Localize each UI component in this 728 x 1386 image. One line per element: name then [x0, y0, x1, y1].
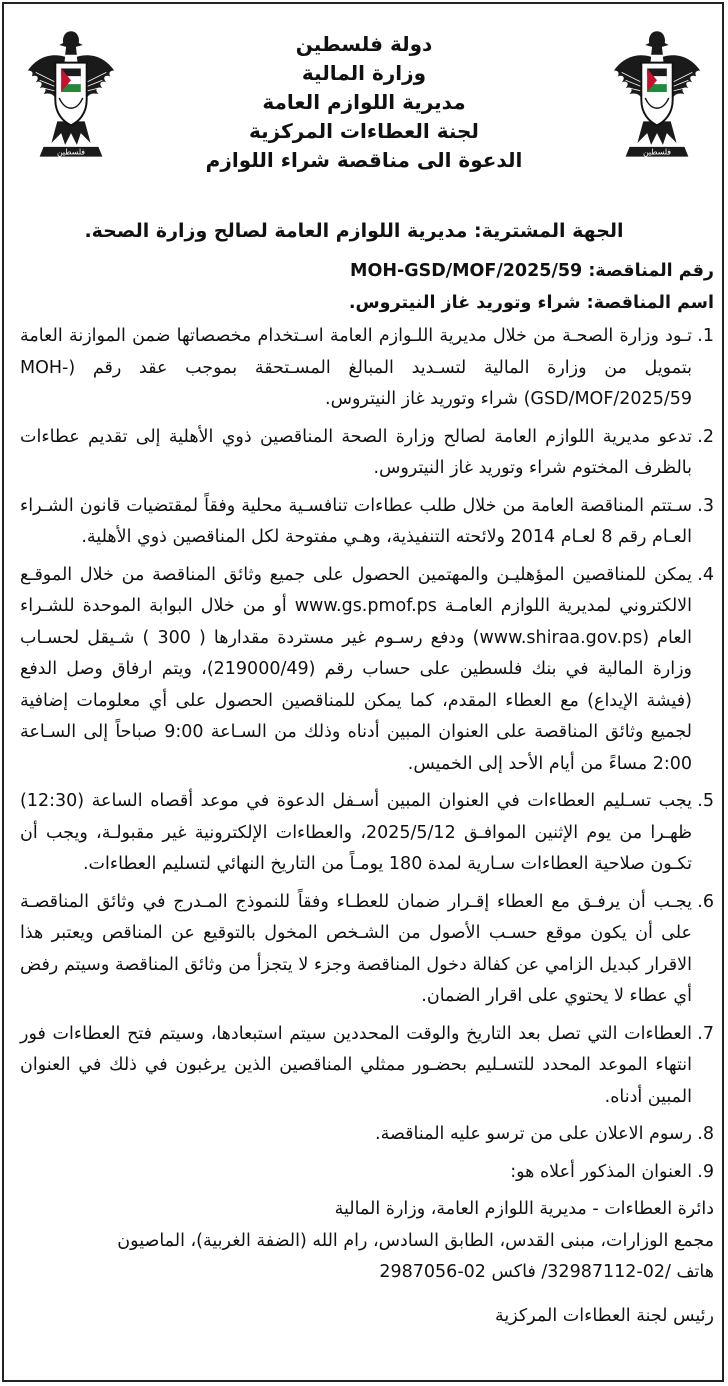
clause-item: [20, 1119, 714, 1151]
tender-name-value: شراء وتوريد غاز النيتروس.: [348, 292, 581, 313]
clause-number: 6.: [697, 891, 714, 912]
address-line: مجمع الوزارات، مبنى القدس، الطابق السادس، رام الله (الضفة الغربية)، الماصيون: [117, 1230, 714, 1251]
clause-number: 1.: [697, 326, 714, 346]
tender-name: [20, 288, 714, 320]
clause-text: رسوم الاعلان على من ترسو عليه المناقصة.: [375, 1124, 692, 1144]
clause-item: [20, 321, 714, 416]
directorate-name: مديرية اللوازم العامة: [262, 90, 466, 114]
clause-item: [20, 786, 714, 881]
notice-header: [150, 30, 578, 175]
ministry-name: وزارة المالية: [301, 61, 427, 85]
tender-number-label: رقم المناقصة:: [588, 261, 714, 281]
notice-body: [20, 256, 714, 1332]
contact-line: هاتف /02-32987112/ فاكس 02-2987056: [379, 1262, 714, 1282]
signature: رئيس لجنة العطاءات المركزية: [495, 1305, 714, 1326]
clause-item: [20, 491, 714, 554]
clause-number: 5.: [697, 791, 714, 811]
tender-name-label: اسم المناقصة:: [586, 292, 714, 313]
tender-number-value: MOH-GSD/MOF/2025/59: [350, 261, 583, 281]
clause-text: تدعو مديرية اللوازم العامة لصالح وزارة الصحة المناقصين ذوي الأهلية إلى تقديم عطاءات بالظرف المختوم شراء وتوريد غاز النيتروس.: [20, 426, 692, 478]
palestine-emblem-icon: [608, 22, 706, 162]
clause-item: [20, 1157, 714, 1189]
clause-item: [20, 422, 714, 485]
clause-text: تـود وزارة الصحـة من خلال مديرية اللـوازم العامة اسـتخدام مخصصاتها ضمن الموازنة العامة بتمويل من وزارة المالية لتسـديد المبالغ المسـتحقة بموجب عقد رقم (MOH-GSD/MOF/2025/59) شراء وتوريد غاز النيتروس.: [20, 326, 692, 409]
state-name: دولة فلسطين: [295, 32, 433, 56]
clause-number: 4.: [697, 564, 714, 585]
clause-text: يجـب أن يرفـق مع العطاء إقـرار ضمان للعطـاء وفقاً للنموذج المـدرج في وثائق المناقصـة على أن يكون موقع حسـب الأصول من الشـخص المخول بالتوقيع عن المناقص ويعتبر هذا الاقرار كبديل الزامي عن كفالة دخول المناقصة وجزء لا يتجزأ من وثائق المناقصة وسيتم رفض أي عطاء لا يحتوي على اقرار الضمان.: [20, 891, 692, 1006]
notice-title: الدعوة الى مناقصة شراء اللوازم: [205, 148, 523, 172]
emblem-scroll-text: فلسطين: [56, 147, 86, 157]
address-line: دائرة العطاءات - مديرية اللوازم العامة، وزارة المالية: [334, 1199, 714, 1219]
clause-text: العنوان المذكور أعلاه هو:: [510, 1161, 692, 1182]
clause-text: يجب تسـليم العطاءات في العنوان المبين أسـفل الدعوة في موعد أقصاه الساعة (12:30) ظهـرا من يوم الإثنين الموافـق 2025/5/12، والعطاءات الإلكترونية غير مقبولـة، ويجب أن تكـون صلاحية العطاءات سـارية لمدة 180 يومـاً من التاريخ النهائي لتسليم العطاءات.: [20, 791, 692, 874]
clause-number: 2.: [697, 426, 714, 447]
clause-number: 3.: [697, 495, 714, 516]
emblem-scroll-text: فلسطين: [642, 147, 672, 157]
clause-text: سـتتم المناقصة العامة من خلال طلب عطاءات تنافسـية محلية وفقاً لمقتضيات قانون الشـراء العـام رقم 8 لعـام 2014 ولائحته التنفيذية، وهـي مفتوحة لكل المناقصين ذوي الأهلية.: [20, 495, 692, 547]
clause-text: يمكن للمناقصين المؤهليـن والمهتمين الحصول على جميع وثائق المناقصة من خلال الموقـع الالكتروني لمديرية اللوازم العامـة www.gs.pmof.ps أو من خلال البوابة الموحدة للشـراء العام (www.shiraa.gov.ps) ودفع رسـوم غير مستردة مقدارها ( 300 ) شـيقل لحسـاب وزارة المالية في بنك فلسطين على حساب رقم (219000/49)، ويتم ارفاق وصل الدفع (فيشة الإيداع) مع العطاء المقدم، كما يمكن للمناقصين الحصول على أي معلومات إضافية لجميع وثائق المناقصة على العنوان المبين أدناه وذلك من السـاعة 9:00 صباحاً إلى السـاعة 2:00 مساءً من أيام الأحد إلى الخميس.: [20, 564, 693, 774]
clause-item: [20, 887, 714, 1013]
clause-item: [20, 560, 714, 781]
palestine-emblem-icon: [22, 22, 120, 162]
purchasing-entity: الجهة المشترية: مديرية اللوازم العامة لصالح وزارة الصحة.: [84, 220, 624, 242]
tender-clauses: [20, 321, 714, 1188]
clause-item: [20, 1019, 714, 1114]
clause-number: 7.: [697, 1023, 714, 1044]
clause-text: العطاءات التي تصل بعد التاريخ والوقت المحددين سيتم استبعادها، وسيتم فتح العطاءات فور انتهاء الموعد المحدد للتسـليم بحضـور ممثلي المناقصين الذين يرغبون في ذلك في العنوان المبين أدناه.: [20, 1023, 692, 1107]
tender-number: [20, 256, 714, 288]
clause-number: 9.: [697, 1161, 714, 1182]
committee-name: لجنة العطاءات المركزية: [249, 119, 479, 143]
clause-number: 8.: [697, 1124, 714, 1144]
